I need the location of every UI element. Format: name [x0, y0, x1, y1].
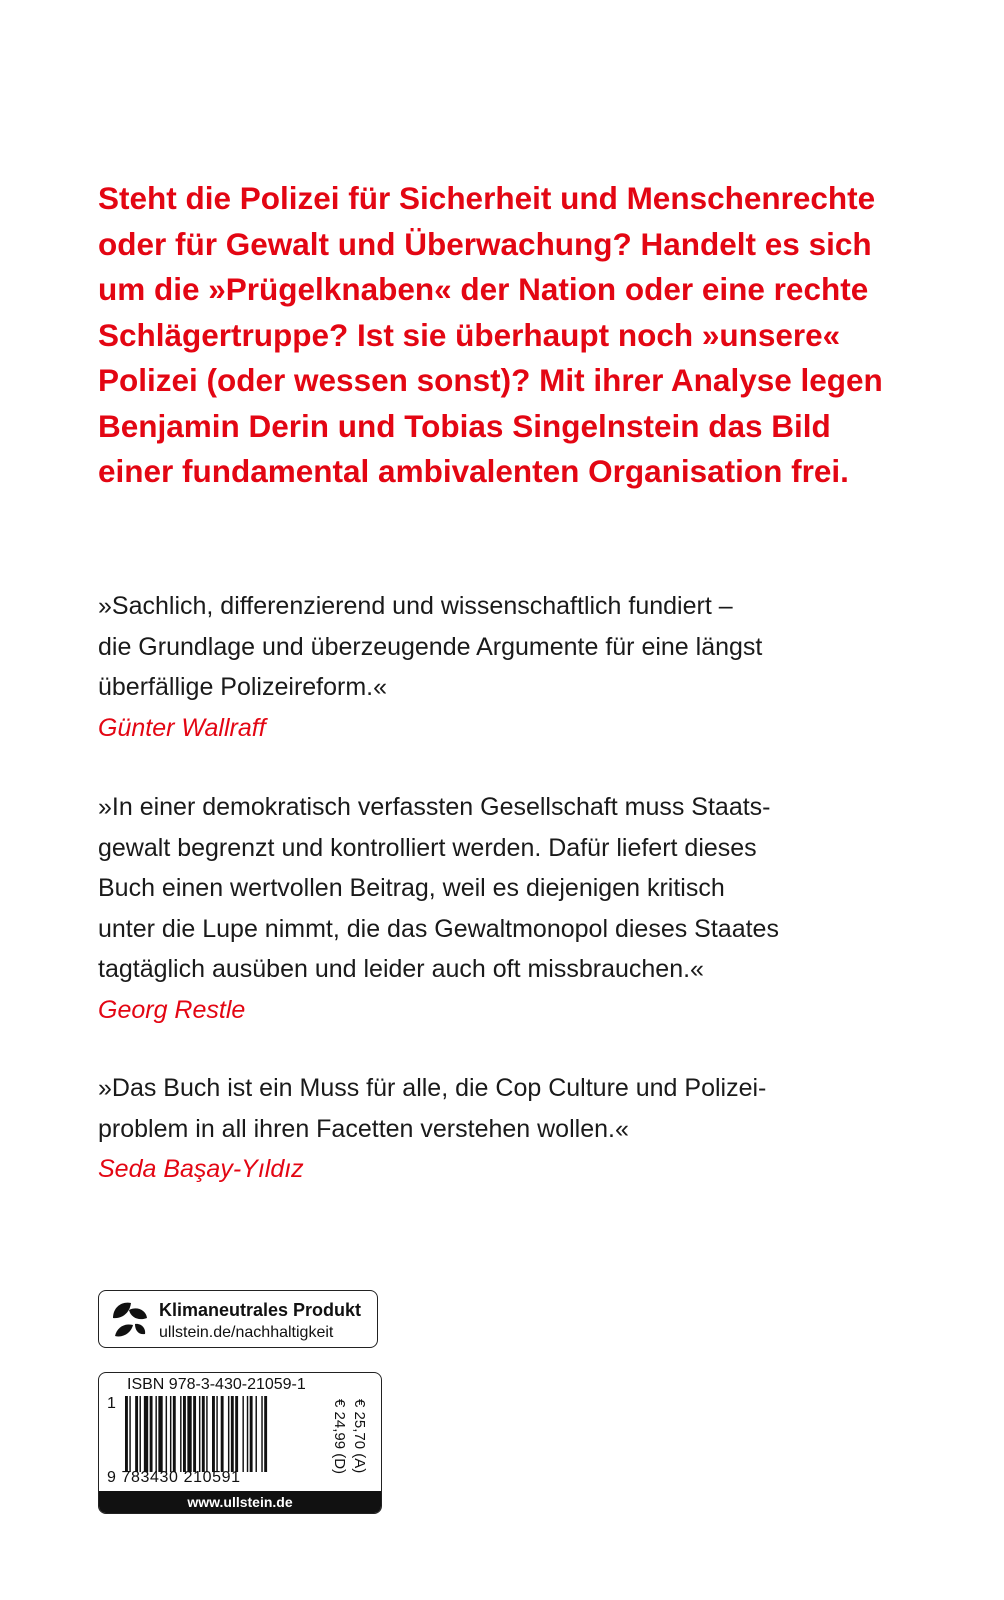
- blurb-line: um die »Prügelknaben« der Nation oder eine rechte: [98, 271, 869, 307]
- barcode-bar: [135, 1396, 138, 1472]
- price-labels: [325, 1397, 375, 1489]
- isbn-label: ISBN 978-3-430-21059-1: [127, 1376, 306, 1393]
- quote-line: die Grundlage und überzeugende Argumente für eine längst: [98, 632, 763, 661]
- blurb-line: Schlägertruppe? Ist sie überhaupt noch »unsere«: [98, 316, 841, 353]
- barcode-bar: [242, 1396, 243, 1472]
- barcode-bar: [247, 1396, 248, 1472]
- barcode-bar: [261, 1396, 262, 1472]
- quote-author: Seda Başay-Yıldız: [98, 1155, 304, 1183]
- quote-line: »Sachlich, differenzierend und wissenschaftlich fundiert –: [98, 592, 733, 620]
- quote-line: Buch einen wertvollen Beitrag, weil es diejenigen kritisch: [98, 874, 725, 902]
- barcode-bar: [250, 1396, 253, 1472]
- price-de: € 24,99 (D): [331, 1399, 348, 1475]
- barcode-bar: [170, 1396, 171, 1472]
- quote-author: Georg Restle: [98, 995, 246, 1024]
- blurb-line: Steht die Polizei für Sicherheit und Menschenrechte: [98, 180, 876, 216]
- blurb-line: oder für Gewalt und Überwachung? Handelt es sich: [98, 225, 872, 262]
- quote-line: überfällige Polizeireform.«: [98, 673, 388, 701]
- price-at: € 25,70 (A): [351, 1399, 368, 1474]
- barcode-bar: [256, 1396, 257, 1472]
- publisher-website: www.ullstein.de: [99, 1491, 381, 1513]
- quote-line: gewalt begrenzt und kontrolliert werden. Dafür liefert dieses: [98, 833, 757, 862]
- review-quote-wallraff: [98, 586, 918, 748]
- barcode-bar: [199, 1396, 200, 1472]
- quote-line: »Das Buch ist ein Muss für alle, die Cop Culture und Polizei-: [98, 1074, 767, 1102]
- badge-title: Klimaneutrales Produkt: [159, 1300, 362, 1320]
- barcode-bar: [180, 1396, 181, 1472]
- isbn-barcode-box: [98, 1372, 382, 1514]
- quote-line: problem in all ihren Facetten verstehen wollen.«: [98, 1114, 629, 1143]
- barcode-bar: [235, 1396, 238, 1472]
- barcode-bar: [206, 1396, 207, 1472]
- barcode-bar: [231, 1396, 234, 1472]
- barcode-bar: [173, 1396, 176, 1472]
- barcode-bar: [221, 1396, 224, 1472]
- review-quote-basay-yildiz: [98, 1068, 918, 1190]
- barcode-bar: [264, 1396, 267, 1472]
- barcode-bar: [228, 1396, 229, 1472]
- barcode-bar: [125, 1396, 128, 1472]
- barcode-bar: [187, 1396, 191, 1472]
- barcode-lead-digit: 1: [107, 1395, 116, 1412]
- barcode-bar: [212, 1396, 215, 1472]
- climate-neutral-badge: [98, 1290, 378, 1348]
- barcode-bar: [216, 1396, 217, 1472]
- review-quote-restle: [98, 787, 918, 1030]
- barcode-bar: [166, 1396, 167, 1472]
- blurb-line: Polizei (oder wessen sonst)? Mit ihrer Analyse legen: [98, 362, 883, 398]
- badge-url: ullstein.de/nachhaltigkeit: [159, 1324, 334, 1341]
- barcode-bar: [202, 1396, 205, 1472]
- quote-author: Günter Wallraff: [98, 713, 266, 742]
- barcode-bar: [158, 1396, 162, 1472]
- blurb-line: Benjamin Derin und Tobias Singelnstein das Bild: [98, 407, 831, 444]
- barcode-bar: [140, 1396, 141, 1472]
- quote-line: tagtäglich ausüben und leider auch oft missbrauchen.«: [98, 955, 704, 983]
- barcode-bar: [155, 1396, 156, 1472]
- quote-line: »In einer demokratisch verfassten Gesellschaft muss Staats-: [98, 793, 771, 821]
- quote-line: unter die Lupe nimmt, die das Gewaltmonopol dieses Staates: [98, 914, 779, 943]
- barcode-bar: [150, 1396, 153, 1472]
- barcode-digits: 9 783430 210591: [107, 1469, 241, 1486]
- leaf-icon: [107, 1298, 151, 1342]
- barcode-bar: [183, 1396, 186, 1472]
- blurb-line: einer fundamental ambivalenten Organisation frei.: [98, 453, 849, 489]
- barcode-bar: [193, 1396, 196, 1472]
- back-cover-blurb: [98, 176, 918, 495]
- barcode-bar: [129, 1396, 130, 1472]
- barcode-bar: [144, 1396, 148, 1472]
- barcode-bars: [123, 1396, 319, 1472]
